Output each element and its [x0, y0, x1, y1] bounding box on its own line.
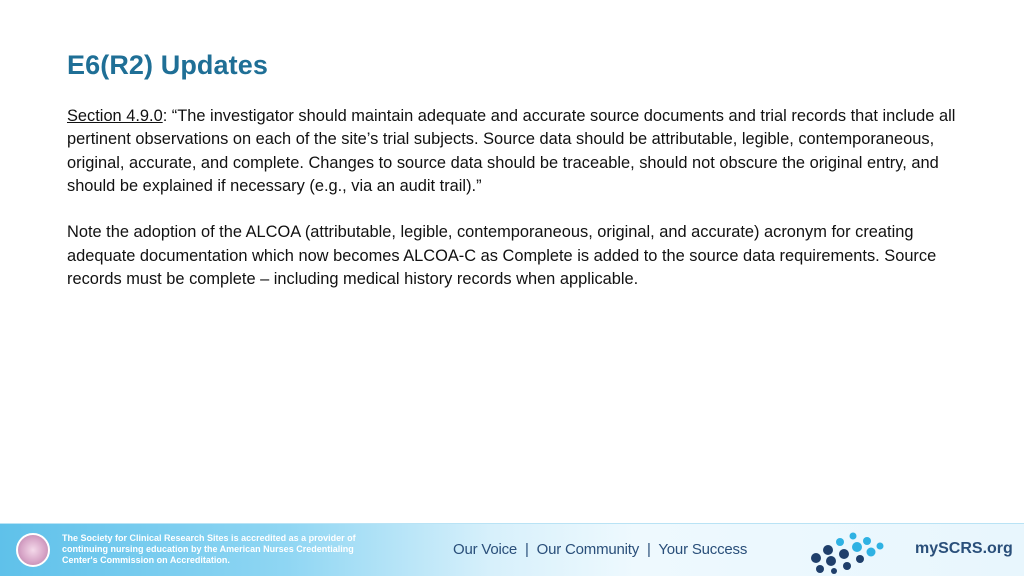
accreditation-line: Center's Commission on Accreditation. [62, 555, 230, 565]
accreditation-statement [62, 533, 402, 566]
footer-banner [0, 523, 1024, 576]
accreditation-seal-icon [16, 533, 50, 567]
note-paragraph: Note the adoption of the ALCOA (attributable, legible, contemporaneous, original, and accurate) acronym for creating adequate documentation which now becomes ALCOA-C as Complete is added to the source data requirements. Source records must be complete – including medical history records when applicable. [67, 223, 937, 289]
accreditation-line: continuing nursing education by the American Nurses Credentialing [62, 544, 354, 554]
section-reference-link[interactable]: Section 4.9.0 [67, 107, 163, 125]
slide-title: E6(R2) Updates [67, 50, 268, 80]
section-paragraph [67, 105, 967, 198]
slide-body [67, 105, 967, 291]
section-quote-text: : “The investigator should maintain adequate and accurate source documents and trial records that include all pertinent observations on each of the site’s trial subjects. Source data should be attributable, legible, contemporaneous, original, accurate, and complete. Changes to source data should be traceable, should not obscure the original entry, and should be explained if necessary (e.g., via an audit trail).” [67, 107, 956, 195]
accreditation-line: The Society for Clinical Research Sites is accredited as a provider of [62, 533, 356, 543]
footer-tagline: Our Voice | Our Community | Your Success [453, 541, 748, 558]
scrs-logo-dots-icon [806, 528, 888, 574]
site-url[interactable]: mySCRS.org [915, 540, 1013, 557]
